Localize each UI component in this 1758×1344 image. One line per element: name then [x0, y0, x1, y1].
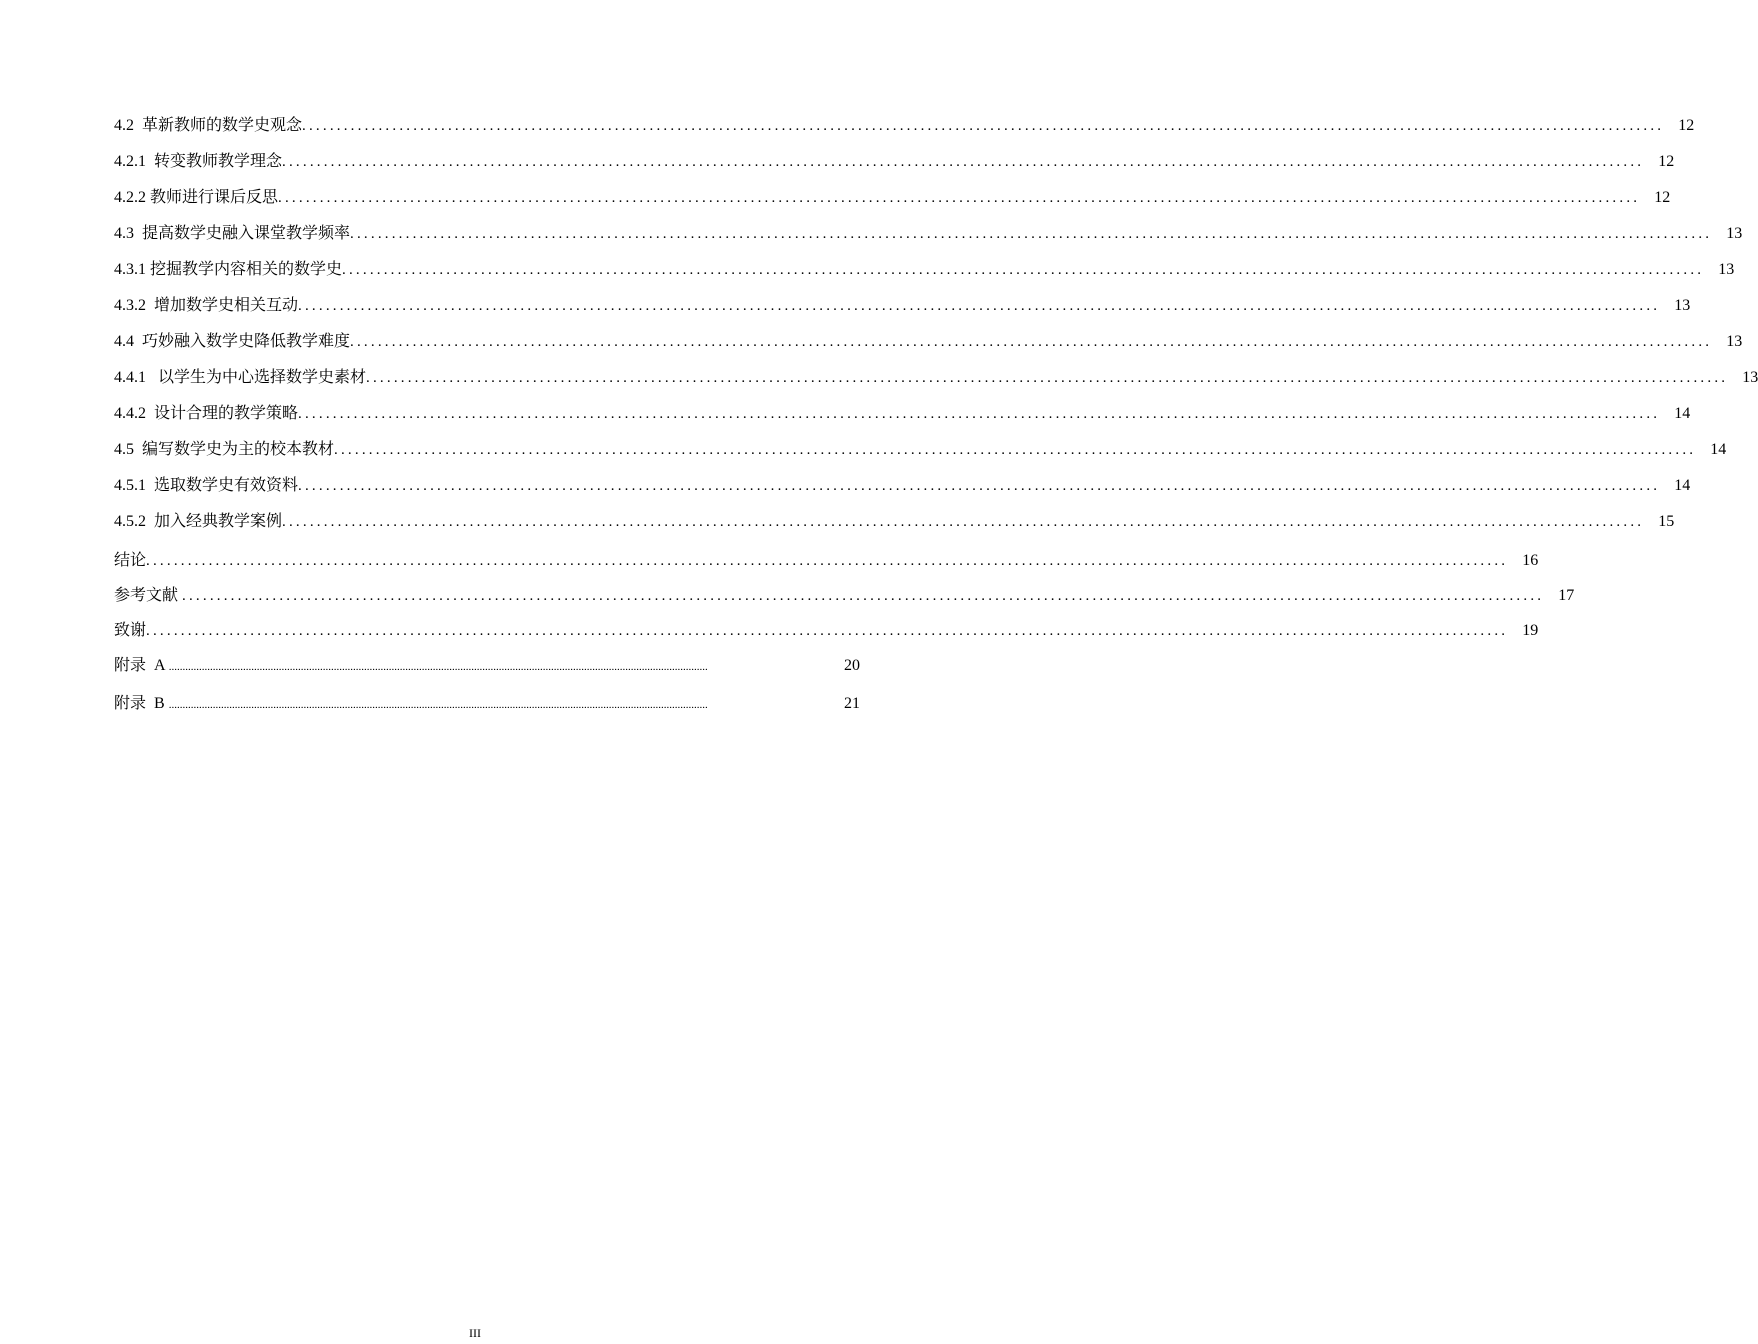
toc-entry[interactable]	[114, 617, 1539, 652]
toc-entry[interactable]	[114, 328, 1743, 364]
toc-entry[interactable]	[114, 364, 1758, 400]
toc-entry-title: 4.4.1 以学生为中心选择数学史素材	[114, 369, 367, 386]
toc-dot-leader: ....................................................................................................................................................................................................	[350, 226, 1713, 242]
table-of-contents	[114, 112, 1758, 725]
toc-dot-leader: ....................................................................................................................................................................................................	[146, 623, 1509, 639]
toc-entry-title: 4.5.1 选取数学史有效资料	[114, 477, 299, 494]
toc-entry[interactable]	[114, 652, 860, 687]
toc-entry-page: 13	[1726, 225, 1743, 242]
toc-dot-leader: ....................................................................................................................................................................................................	[146, 553, 1509, 569]
toc-entry[interactable]	[114, 508, 1675, 544]
toc-entry-page: 13	[1674, 297, 1691, 314]
toc-entry-page: 13	[1726, 333, 1743, 350]
toc-entry[interactable]	[114, 292, 1691, 328]
toc-entry-title: 4.5 编写数学史为主的校本教材	[114, 441, 335, 458]
toc-dot-leader: ....................................................................................................................................................................................................	[350, 334, 1713, 350]
toc-entry-title: 4.3.1 挖掘教学内容相关的数学史	[114, 261, 343, 278]
toc-entry[interactable]	[114, 400, 1691, 436]
toc-entry-page: 17	[1558, 587, 1575, 604]
toc-entry[interactable]	[114, 472, 1691, 508]
toc-dot-leader: ....................................................................................................................................................................................................	[182, 588, 1545, 604]
toc-entry-page: 12	[1678, 117, 1695, 134]
toc-entry-title: 4.4 巧妙融入数学史降低教学难度	[114, 333, 351, 350]
toc-dot-leader: ....................................................................................................................................................................................................	[298, 298, 1661, 314]
toc-entry-title: 4.2.2 教师进行课后反思	[114, 189, 279, 206]
toc-dot-leader: ....................................................................................................................................................................................................	[168, 699, 708, 711]
toc-entry-title: 4.4.2 设计合理的教学策略	[114, 405, 299, 422]
toc-entry-page: 13	[1718, 261, 1735, 278]
toc-entry[interactable]	[114, 436, 1727, 472]
toc-entry-page: 21	[844, 695, 860, 712]
toc-entry-page: 14	[1710, 441, 1727, 458]
toc-entry-page: 12	[1654, 189, 1671, 206]
toc-entry-page: 20	[844, 657, 860, 674]
toc-dot-leader: ....................................................................................................................................................................................................	[298, 406, 1661, 422]
toc-entry-page: 16	[1522, 552, 1539, 569]
page-number: III	[469, 1326, 481, 1340]
toc-dot-leader: ....................................................................................................................................................................................................	[282, 154, 1645, 170]
toc-dot-leader: ....................................................................................................................................................................................................	[282, 514, 1645, 530]
toc-entry-page: 14	[1674, 477, 1691, 494]
toc-entry-page: 19	[1522, 622, 1539, 639]
toc-dot-leader: ....................................................................................................................................................................................................	[302, 118, 1665, 134]
toc-entry-title: 4.3.2 增加数学史相关互动	[114, 297, 299, 314]
toc-entry[interactable]	[114, 256, 1735, 292]
toc-entry[interactable]	[114, 582, 1575, 617]
toc-entry[interactable]	[114, 690, 860, 725]
toc-entry[interactable]	[114, 148, 1675, 184]
toc-dot-leader: ....................................................................................................................................................................................................	[298, 478, 1661, 494]
toc-entry[interactable]	[114, 184, 1671, 220]
toc-entry-page: 13	[1742, 369, 1758, 386]
toc-entry[interactable]	[114, 547, 1539, 582]
toc-entry-title: 致谢	[114, 622, 147, 639]
toc-entry-title: 参考文献	[114, 587, 183, 604]
toc-entry-title: 附录 A	[114, 657, 169, 674]
toc-entry-title: 附录 B	[114, 695, 169, 712]
toc-dot-leader: ....................................................................................................................................................................................................	[366, 370, 1729, 386]
toc-entry-title: 4.3 提高数学史融入课堂教学频率	[114, 225, 351, 242]
toc-dot-leader: ....................................................................................................................................................................................................	[278, 190, 1641, 206]
toc-entry-title: 结论	[114, 552, 147, 569]
toc-entry-title: 4.2.1 转变教师教学理念	[114, 153, 283, 170]
toc-entry[interactable]	[114, 220, 1743, 256]
toc-entry-page: 15	[1658, 513, 1675, 530]
toc-entry-title: 4.5.2 加入经典教学案例	[114, 513, 283, 530]
toc-entry-title: 4.2 革新教师的数学史观念	[114, 117, 303, 134]
toc-entry-page: 12	[1658, 153, 1675, 170]
toc-dot-leader: ....................................................................................................................................................................................................	[342, 262, 1705, 278]
toc-dot-leader: ....................................................................................................................................................................................................	[334, 442, 1697, 458]
toc-entry[interactable]	[114, 112, 1695, 148]
toc-entry-page: 14	[1674, 405, 1691, 422]
toc-dot-leader: ....................................................................................................................................................................................................	[168, 661, 708, 673]
